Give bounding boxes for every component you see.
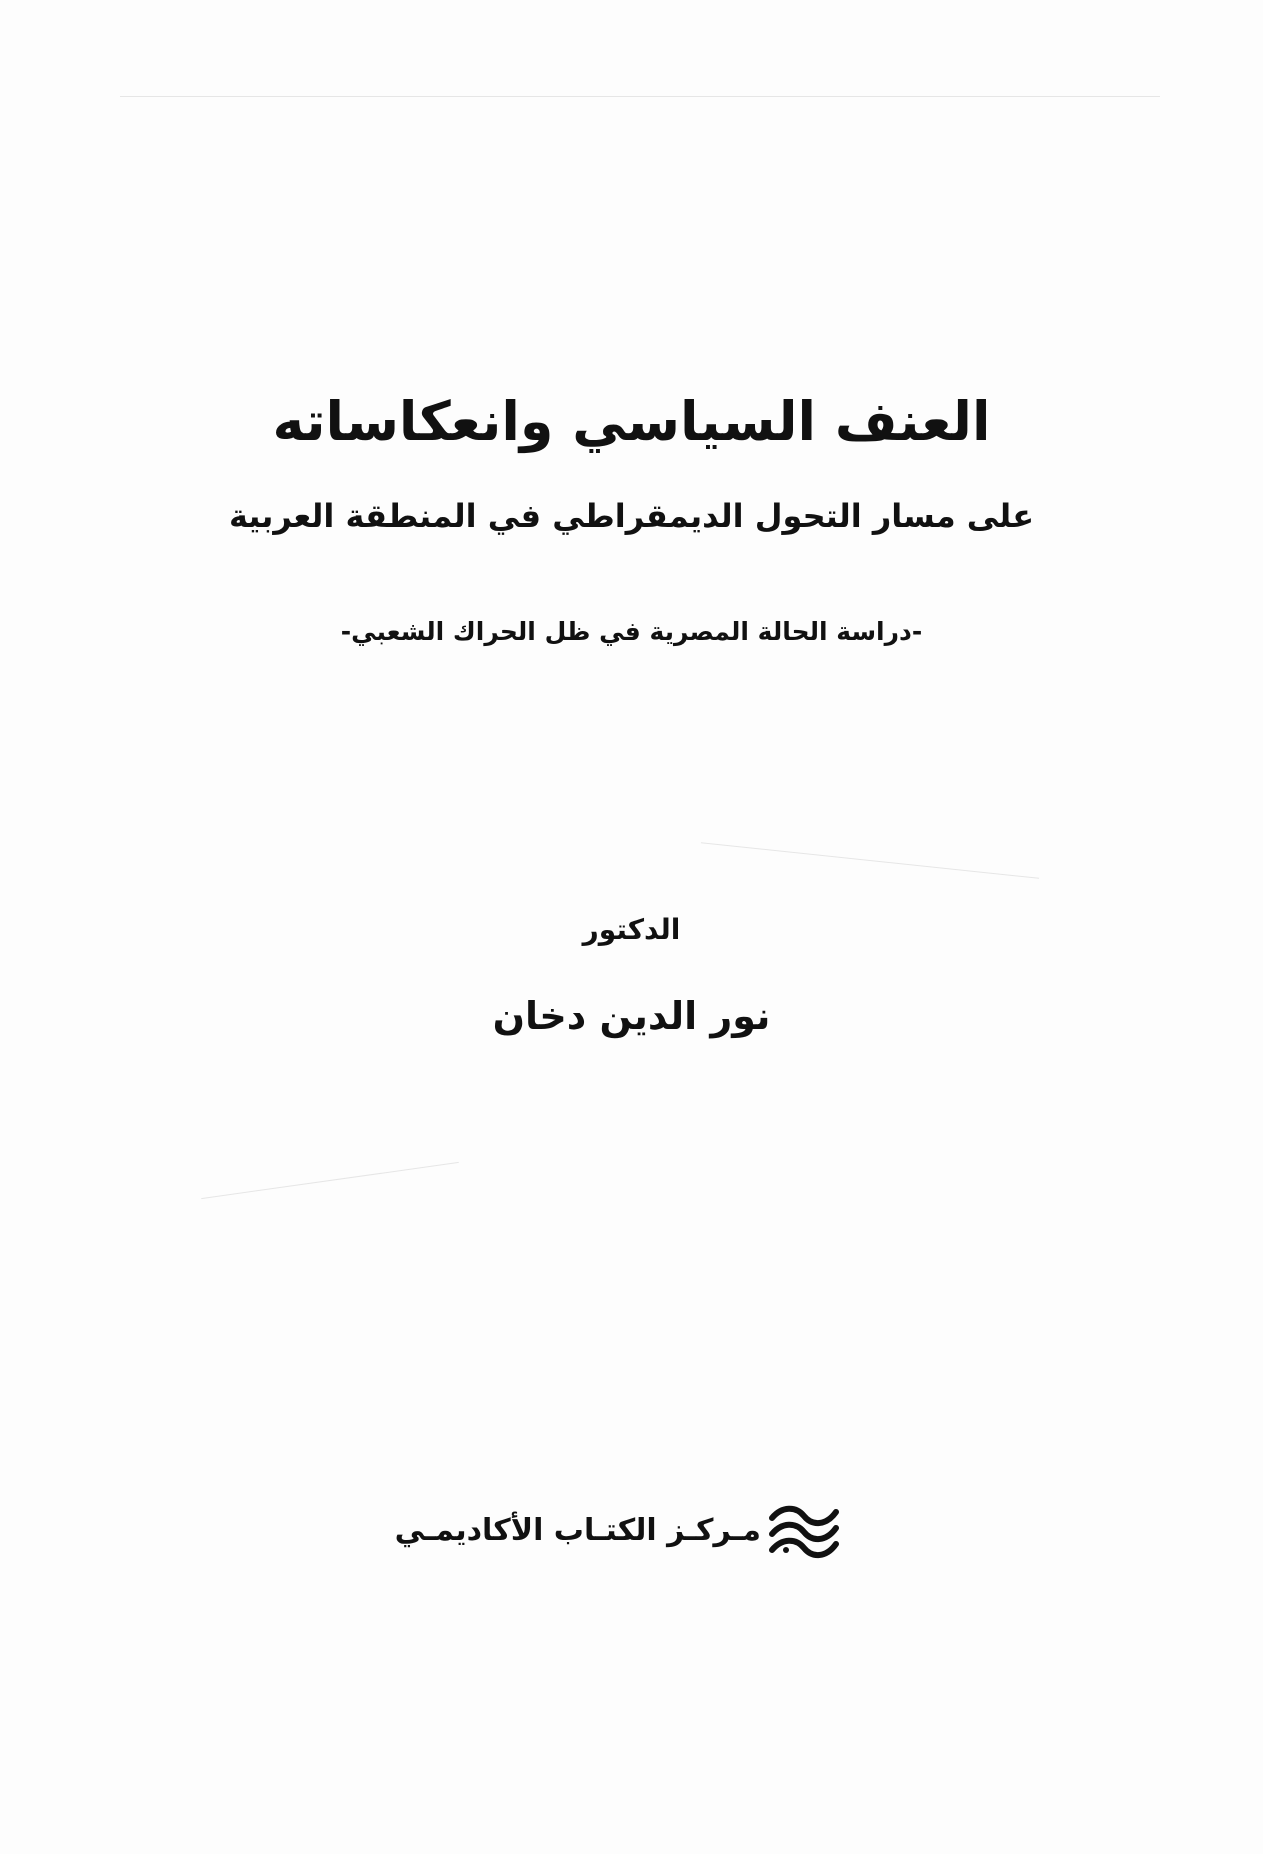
scan-line	[701, 842, 1039, 879]
author-name: نور الدين دخان	[492, 994, 771, 1038]
scan-line	[120, 96, 1160, 97]
book-title: العنف السياسي وانعكاساته	[272, 390, 991, 453]
publisher-name: مـركـز الكتـاب الأكاديمـي	[394, 1513, 761, 1548]
book-subtitle: على مسار التحول الديمقراطي في المنطقة العربية	[228, 497, 1035, 535]
author-prefix: الدكتور	[582, 913, 681, 946]
study-note: -دراسة الحالة المصرية في ظل الحراك الشعبي-	[340, 617, 923, 646]
scan-line	[201, 1162, 459, 1199]
triple-wave-logo-icon	[766, 1502, 840, 1562]
publisher-imprint	[0, 1496, 1263, 1566]
